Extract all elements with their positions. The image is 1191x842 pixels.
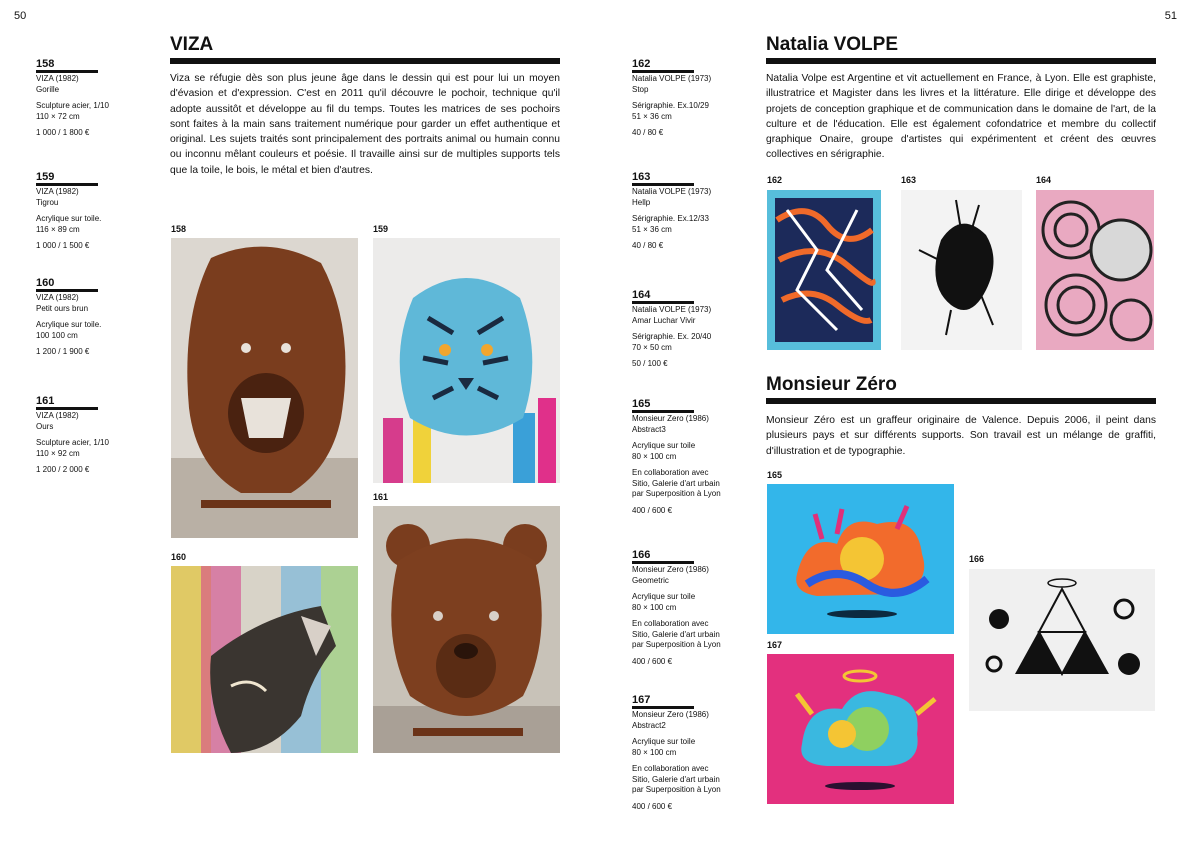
lot-number: 164 (632, 289, 651, 301)
lot-size: 110 × 92 cm (36, 448, 80, 458)
lot-163 (632, 171, 724, 252)
lot-167 (632, 694, 722, 812)
page-number-left: 50 (14, 10, 27, 22)
lot-artist: Natalia VOLPE (1973) (632, 187, 712, 196)
lot-size: 100 100 cm (36, 330, 78, 340)
lot-size: 51 × 36 cm (632, 111, 672, 121)
artwork-165-abstract3 (767, 484, 954, 634)
lot-estimate: 1 000 / 1 800 € (36, 128, 90, 137)
lot-medium: Acrylique sur toile (632, 737, 696, 746)
lot-size: 80 × 100 cm (632, 747, 677, 757)
lot-rule (36, 70, 98, 73)
lot-number: 163 (632, 171, 651, 183)
zero-heading: Monsieur Zéro (766, 374, 897, 395)
lot-artist: Monsieur Zero (1986) (632, 710, 709, 719)
lot-title: Tigrou (36, 197, 59, 207)
caption-160: 160 (171, 552, 187, 562)
lot-size: 70 × 50 cm (632, 342, 672, 352)
lot-rule (632, 561, 694, 564)
lot-note: En collaboration avec Sitio, Galerie d'art urbain par Superposition à Lyon (632, 619, 721, 649)
lot-artist: Monsieur Zero (1986) (632, 565, 709, 574)
lot-estimate: 1 000 / 1 500 € (36, 241, 90, 250)
lot-artist: VIZA (1982) (36, 74, 79, 83)
lot-medium: Acrylique sur toile (632, 441, 696, 450)
viza-heading: VIZA (170, 34, 214, 55)
caption-159: 159 (373, 224, 389, 234)
volpe-text: Natalia Volpe est Argentine et vit actuellement en France, à Lyon. Elle est graphiste, illustratrice et Magister dans les livres et la littérature. Elle dirige et développe des projets de conception graphique et de communication dans le domaine de l'art, de la culture et de l'éducation. Elle est également cofondatrice et membre du collectif graphique Onaire, groupe d'artistes qui expérimentent et créent des œuvres collectives en sérigraphie. (766, 73, 1156, 161)
lot-rule (36, 289, 98, 292)
lot-title: Abstract2 (632, 720, 666, 730)
page-number-right: 51 (1164, 10, 1177, 22)
caption-161: 161 (373, 492, 389, 502)
lot-title: Amar Luchar Vivir (632, 315, 696, 325)
caption-164: 164 (1036, 175, 1052, 185)
lot-estimate: 1 200 / 1 900 € (36, 347, 90, 356)
lot-note: En collaboration avec Sitio, Galerie d'art urbain par Superposition à Lyon (632, 468, 721, 498)
lot-number: 166 (632, 549, 651, 561)
lot-161 (36, 395, 128, 476)
lot-artist: Natalia VOLPE (1973) (632, 74, 712, 83)
artwork-159-tiger (373, 238, 560, 483)
lot-size: 80 × 100 cm (632, 451, 677, 461)
lot-165 (632, 398, 722, 516)
caption-166: 166 (969, 554, 985, 564)
lot-159 (36, 171, 128, 252)
lot-size: 51 × 36 cm (632, 224, 672, 234)
lot-title: Hellp (632, 197, 651, 207)
lot-158 (36, 58, 128, 139)
lot-rule (36, 407, 98, 410)
artwork-160-bear (171, 566, 358, 753)
lot-estimate: 40 / 80 € (632, 128, 664, 137)
lot-medium: Sculpture acier, 1/10 (36, 438, 109, 447)
caption-165: 165 (767, 470, 783, 480)
viza-text: Viza se réfugie dès son plus jeune âge dans le dessin qui est pour lui un moyen d'évasion et d'expression. C'est en 2011 qu'il découvre le pochoir, technique qu'il adopte aussitôt et développe au fil du temps. Toutes les matrices de ses pochoirs sont faites à la main sans traitement numérique pour garder un effet authentique et original. Les sujets traités sont principalement des portraits animal ou humain connu ou inconnu mêlant couleurs et poésie. Il travaille ainsi sur de multiples supports tels que la toile, le bois, le métal et bien d'autres. (170, 73, 560, 176)
lot-number: 160 (36, 277, 55, 289)
lot-title: Petit ours brun (36, 303, 89, 313)
lot-estimate: 1 200 / 2 000 € (36, 465, 90, 474)
lot-note: En collaboration avec Sitio, Galerie d'art urbain par Superposition à Lyon (632, 764, 721, 794)
lot-rule (632, 301, 694, 304)
zero-rule (766, 398, 1156, 404)
lot-artist: Monsieur Zero (1986) (632, 414, 709, 423)
lot-title: Geometric (632, 575, 669, 585)
lot-162 (632, 58, 724, 139)
zero-text: Monsieur Zéro est un graffeur originaire de Valence. Depuis 2006, il peint dans plusieurs pays et sur différents supports. Son travail est un mélange de graffiti, d'illustration et de typographie. (766, 415, 1156, 457)
artwork-162-stop (767, 190, 881, 350)
lot-medium: Sculpture acier, 1/10 (36, 101, 109, 110)
lot-medium: Sérigraphie. Ex.12/33 (632, 214, 709, 223)
lot-medium: Sérigraphie. Ex. 20/40 (632, 332, 712, 341)
lot-estimate: 400 / 600 € (632, 656, 673, 666)
caption-158: 158 (171, 224, 187, 234)
lot-160 (36, 277, 128, 358)
artwork-163-hellp (901, 190, 1022, 350)
lot-artist: Natalia VOLPE (1973) (632, 305, 712, 314)
artwork-164-amar-luchar-vivir (1036, 190, 1154, 350)
lot-number: 159 (36, 171, 55, 183)
caption-167: 167 (767, 640, 783, 650)
lot-estimate: 400 / 600 € (632, 505, 673, 515)
lot-estimate: 400 / 600 € (632, 801, 673, 811)
volpe-heading: Natalia VOLPE (766, 34, 898, 55)
lot-rule (632, 410, 694, 413)
lot-number: 167 (632, 694, 651, 706)
viza-rule (170, 58, 560, 64)
artwork-166-geometric (969, 569, 1155, 711)
lot-166 (632, 549, 722, 667)
artwork-158-gorilla (171, 238, 358, 538)
lot-size: 110 × 72 cm (36, 111, 80, 121)
lot-artist: VIZA (1982) (36, 187, 79, 196)
lot-medium: Sérigraphie. Ex.10/29 (632, 101, 709, 110)
lot-estimate: 50 / 100 € (632, 359, 668, 368)
lot-title: Abstract3 (632, 424, 666, 434)
lot-164 (632, 289, 724, 370)
lot-title: Stop (632, 84, 649, 94)
lot-size: 80 × 100 cm (632, 602, 677, 612)
artwork-167-abstract2 (767, 654, 954, 804)
lot-medium: Acrylique sur toile. (36, 320, 102, 329)
caption-162: 162 (767, 175, 783, 185)
lot-rule (632, 70, 694, 73)
lot-rule (632, 183, 694, 186)
volpe-rule (766, 58, 1156, 64)
lot-artist: VIZA (1982) (36, 293, 79, 302)
lot-estimate: 40 / 80 € (632, 241, 664, 250)
lot-title: Gorille (36, 84, 60, 94)
artwork-161-bear-sculpture (373, 506, 560, 753)
lot-medium: Acrylique sur toile. (36, 214, 102, 223)
lot-number: 158 (36, 58, 55, 70)
lot-number: 165 (632, 398, 651, 410)
lot-rule (632, 706, 694, 709)
lot-title: Ours (36, 421, 54, 431)
caption-163: 163 (901, 175, 917, 185)
lot-medium: Acrylique sur toile (632, 592, 696, 601)
lot-number: 161 (36, 395, 55, 407)
lot-rule (36, 183, 98, 186)
lot-size: 116 × 89 cm (36, 224, 80, 234)
lot-artist: VIZA (1982) (36, 411, 79, 420)
lot-number: 162 (632, 58, 651, 70)
